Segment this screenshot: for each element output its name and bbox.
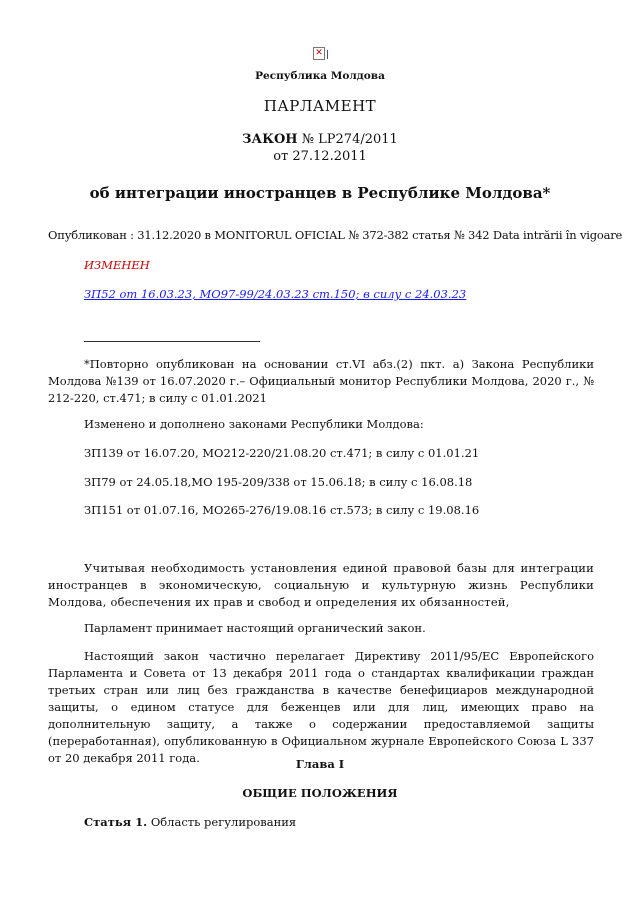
adoption-paragraph: Парламент принимает настоящий органический закон. — [84, 621, 426, 635]
amendment-item: ЗП79 от 24.05.18,MO 195-209/338 от 15.06.18; в силу с 16.08.18 — [84, 475, 473, 489]
law-label: ЗАКОН — [242, 132, 298, 147]
preamble-paragraph: Учитывая необходимость установления единой правовой базы для интеграции иностранцев в экономическую, социальную и культурную жизнь Республики Молдова, обеспечения их прав и свобод и определения их обязанностей, — [48, 561, 594, 609]
amendments-heading: Изменено и дополнено законами Республики Молдова: — [84, 417, 424, 431]
chapter-number: Глава I — [295, 757, 345, 771]
footnote-divider — [84, 341, 260, 342]
article-heading — [84, 815, 296, 829]
law-date: от 27.12.2011 — [273, 149, 367, 164]
modified-label: ИЗМЕНЕН — [84, 258, 150, 272]
article-title: Область регулирования — [150, 815, 297, 829]
directive-paragraph: Настоящий закон частично перелагает Директиву 2011/95/ЕС Европейского Парламента и Совета от 13 декабря 2011 года о стандартах квалификации граждан третьих стран или лиц без гражданства в качестве бенефициаров международной защиты, о едином статусе для беженцев или для лиц, имеющих право на дополнительную защиту, а также о содержании предоставляемой защиты (переработанная), опубликованную в Официальном журнале Европейского Союза L 337 от 20 декабря 2011 года. — [48, 649, 594, 765]
chapter-title: ОБЩИЕ ПОЛОЖЕНИЯ — [242, 786, 398, 800]
amendment-item: ЗП139 от 16.07.20, MO212-220/21.08.20 ст.471; в силу с 01.01.21 — [84, 446, 480, 460]
modified-link[interactable]: ЗП52 от 16.03.23, MO97-99/24.03.23 ст.150; в силу с 24.03.23 — [84, 287, 467, 301]
publication-info: Опубликован : 31.12.2020 в MONITORUL OFICIAL № 372-382 статья № 342 Data intrării în vigoare — [48, 228, 623, 242]
footnote-text: *Повторно опубликован на основании ст.VI абз.(2) пкт. a) Закона Республики Молдова №139 от 16.07.2020 г.– Официальный монитор Республики Молдова, 2020 г., № 212-220, ст.471; в силу с 01.01.2021 — [48, 357, 594, 405]
amendment-item: ЗП151 от 01.07.16, MO265-276/19.08.16 ст.573; в силу с 19.08.16 — [84, 503, 480, 517]
broken-image-icon: ✕ — [313, 47, 325, 60]
parliament-heading: ПАРЛАМЕНТ — [263, 97, 377, 115]
law-title: об интеграции иностранцев в Республике Молдова* — [89, 184, 551, 202]
republic-heading: Республика Молдова — [255, 70, 385, 82]
article-label: Статья 1. — [84, 815, 148, 829]
law-number: № LP274/2011 — [301, 132, 398, 147]
law-number-line — [0, 132, 640, 147]
